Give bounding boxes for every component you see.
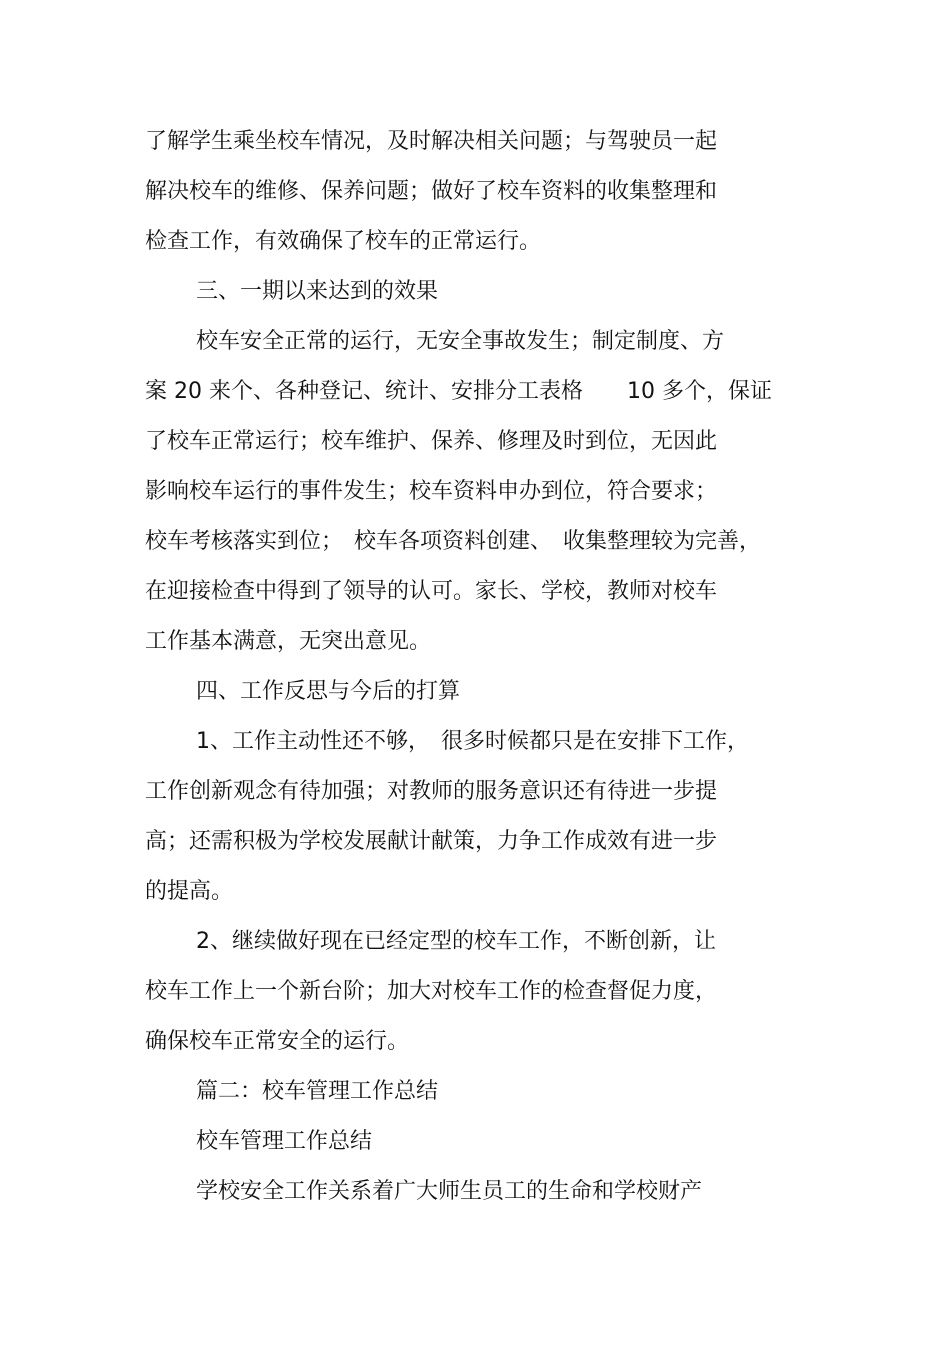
item-2-line-1: 2、继续做好现在已经定型的校车工作，不断创新，让 xyxy=(196,929,716,954)
paragraph-2-line-3: 了校车正常运行；校车维护、保养、修理及时到位，无因此 xyxy=(145,429,718,454)
item-1-line-3: 高；还需积极为学校发展献计献策，力争工作成效有进一步 xyxy=(145,829,718,854)
section-4-heading: 四、工作反思与今后的打算 xyxy=(196,679,461,704)
item-1-line-1: 1、工作主动性还不够， 很多时候都只是在安排下工作， xyxy=(196,729,749,754)
article-2-paragraph-1-line-1: 学校安全工作关系着广大师生员工的生命和学校财产 xyxy=(196,1179,703,1204)
item-1-line-4: 的提高。 xyxy=(145,879,234,904)
section-3-heading: 三、一期以来达到的效果 xyxy=(196,279,439,304)
paragraph-2-line-2: 案 20 来个、各种登记、统计、安排分工表格 10 多个，保证 xyxy=(145,379,772,404)
item-2-line-2: 校车工作上一个新台阶；加大对校车工作的检查督促力度， xyxy=(145,979,718,1004)
paragraph-1-line-2: 解决校车的维修、保养问题；做好了校车资料的收集整理和 xyxy=(145,179,718,204)
paragraph-2-line-5: 校车考核落实到位； 校车各项资料创建、 收集整理较为完善， xyxy=(145,529,762,554)
item-2-line-3: 确保校车正常安全的运行。 xyxy=(145,1029,410,1054)
article-2-heading: 篇二：校车管理工作总结 xyxy=(196,1079,439,1104)
item-1-line-2: 工作创新观念有待加强；对教师的服务意识还有待进一步提 xyxy=(145,779,718,804)
paragraph-1-line-1: 了解学生乘坐校车情况，及时解决相关问题；与驾驶员一起 xyxy=(145,129,718,154)
paragraph-2-line-1: 校车安全正常的运行，无安全事故发生；制定制度、方 xyxy=(196,329,725,354)
article-2-title: 校车管理工作总结 xyxy=(196,1129,373,1154)
paragraph-1-line-3: 检查工作，有效确保了校车的正常运行。 xyxy=(145,229,542,254)
paragraph-2-line-7: 工作基本满意，无突出意见。 xyxy=(145,629,432,654)
paragraph-2-line-6: 在迎接检查中得到了领导的认可。家长、学校，教师对校车 xyxy=(145,579,718,604)
paragraph-2-line-4: 影响校车运行的事件发生；校车资料申办到位，符合要求； xyxy=(145,479,718,504)
